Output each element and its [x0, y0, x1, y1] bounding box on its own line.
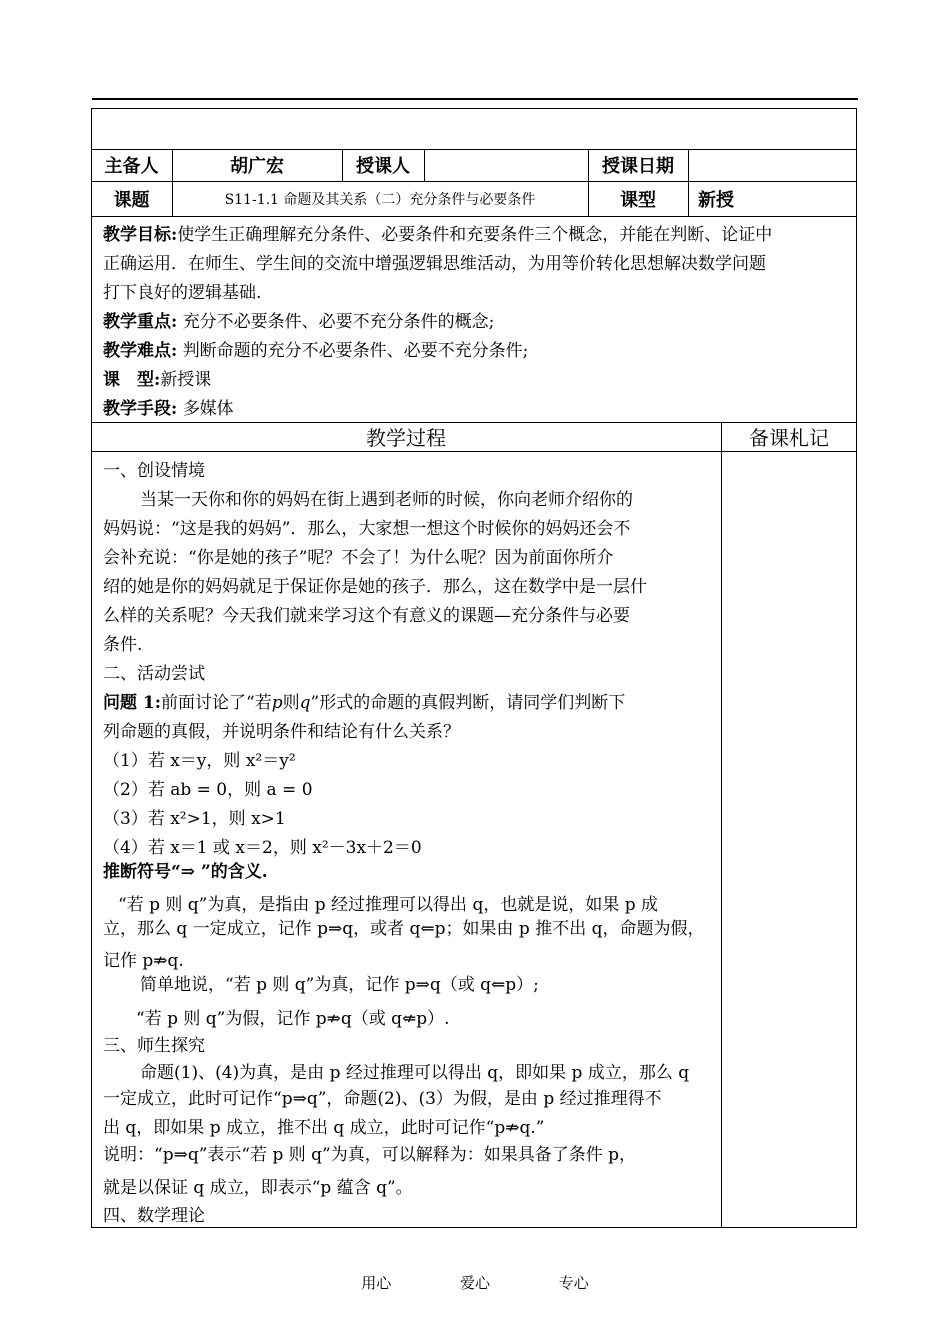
means-text: 多媒体: [182, 399, 234, 419]
class-type: [103, 366, 853, 395]
objectives-block: [103, 221, 853, 424]
s3-line: 出 q，即如果 p 成立，推不出 q 成立，此时可记作“p⇏q.”: [103, 1118, 545, 1138]
section-3-title: 三、师生探究: [103, 1036, 205, 1056]
note-line: 就是以保证 q 成立，即表示“p 蕴含 q”。: [103, 1178, 413, 1198]
teacher-value: [424, 149, 588, 181]
proposition-1: （1）若 x＝y，则 x²＝y²: [103, 751, 296, 771]
q1-text: 则: [282, 693, 300, 713]
date-value: [688, 149, 857, 181]
divider: [91, 451, 857, 452]
section-2-title: 二、活动尝试: [103, 664, 205, 684]
section-4-title: 四、数学理论: [103, 1206, 205, 1226]
means-label: 教学手段:: [103, 399, 178, 419]
footer-text: 用心: [361, 1274, 392, 1292]
note-line: 说明：“p⇒q”表示“若 p 则 q”为真，可以解释为：如果具备了条件 p，: [103, 1145, 637, 1165]
class-type-text: 新授课: [160, 370, 212, 390]
proposition-3: （3）若 x²>1，则 x>1: [103, 809, 286, 829]
preparer-value: 胡广宏: [230, 156, 284, 177]
proposition-2: （2）若 ab = 0，则 a = 0: [103, 780, 313, 800]
topic-value: S11-1.1 命题及其关系（二）充分条件与必要条件: [224, 191, 536, 208]
s1-line: 条件.: [103, 635, 143, 655]
section-1-title: 一、创设情境: [103, 461, 205, 481]
question-1: [103, 688, 625, 713]
difficulty: [103, 337, 853, 366]
question-1-label: 问题 1:: [103, 693, 162, 713]
notes-header: 备课札记: [749, 426, 829, 450]
footer-text: 爱心: [459, 1274, 490, 1292]
date-label: 授课日期: [602, 156, 674, 177]
s1-line: 妈妈说：“这是我的妈妈”．那么，大家想一想这个时候你的妈妈还会不: [103, 519, 631, 539]
q1-text: ”形式的命题的真假判断，请同学们判断下: [310, 693, 626, 713]
page-footer: [0, 1272, 950, 1293]
class-type-label: 课 型:: [103, 370, 161, 390]
lesson-type-label: 课型: [620, 189, 656, 211]
key-point: [103, 308, 853, 337]
symbol-line: 记作 p⇏q.: [103, 951, 184, 971]
s1-line: 么样的关系呢？今天我们就来学习这个有意义的课题—充分条件与必要: [103, 606, 630, 626]
teacher-label: 授课人: [356, 156, 410, 177]
s3-line: 一定成立，此时可记作“p⇒q”，命题(2)、(3）为假，是由 p 经过推理得不: [103, 1089, 662, 1109]
q1-q: q: [299, 693, 311, 713]
process-header: 教学过程: [366, 426, 446, 450]
proposition-4: （4）若 x＝1 或 x＝2，则 x²－3x＋2＝0: [103, 838, 422, 858]
key-text: 充分不必要条件、必要不充分条件的概念;: [182, 312, 495, 332]
s1-line: 会补充说：“你是她的孩子”呢？不会了！为什么呢？因为前面你所介: [103, 548, 614, 568]
divider: [721, 422, 722, 1228]
preparer-label: 主备人: [104, 156, 159, 177]
symbol-line: “若 p 则 q”为假，记作 p⇏q（或 q⇍p）.: [136, 1009, 450, 1029]
goal-line-1: [103, 221, 853, 250]
goal-line-2: 正确运用．在师生、学生间的交流中增强逻辑思维活动，为用等价转化思想解决数学问题: [103, 254, 766, 274]
topic-label: 课题: [113, 189, 150, 211]
goal-text: 使学生正确理解充分条件、必要条件和充要条件三个概念，并能在判断、论证中: [177, 225, 773, 245]
q1-p: p: [271, 693, 283, 713]
symbol-line: “若 p 则 q”为真，是指由 p 经过推理可以得出 q，也就是说，如果 p 成: [118, 895, 659, 915]
difficulty-text: 判断命题的充分不必要条件、必要不充分条件;: [182, 341, 529, 361]
lesson-type-value: 新授: [698, 189, 734, 211]
q1-text: 前面讨论了“若: [161, 693, 272, 713]
s3-line: 命题(1)、(4)为真，是由 p 经过推理可以得出 q，即如果 p 成立，那么 q: [140, 1063, 690, 1083]
key-label: 教学重点:: [103, 312, 178, 332]
symbol-title: 推断符号“⇒ ”的含义.: [103, 862, 268, 882]
teaching-means: [103, 395, 853, 424]
footer-text: 专心: [558, 1274, 589, 1292]
header-rule: [92, 98, 858, 100]
goal-line-3: 打下良好的逻辑基础.: [103, 283, 262, 303]
difficulty-label: 教学难点:: [103, 341, 178, 361]
symbol-line: 简单地说，“若 p 则 q”为真，记作 p⇒q（或 q⇐p）;: [140, 975, 539, 995]
goal-label: 教学目标:: [103, 225, 178, 245]
symbol-line: 立，那么 q 一定成立，记作 p⇒q，或者 q⇐p；如果由 p 推不出 q，命题为假，: [103, 919, 705, 939]
divider: [91, 216, 857, 217]
s1-line: 当某一天你和你的妈妈在街上遇到老师的时候，你向老师介绍你的: [140, 490, 633, 510]
s1-line: 绍的她是你的妈妈就足于保证你是她的孩子．那么，这在数学中是一层什: [103, 577, 647, 597]
question-1-line-2: 列命题的真假，并说明条件和结论有什么关系？: [103, 722, 460, 742]
